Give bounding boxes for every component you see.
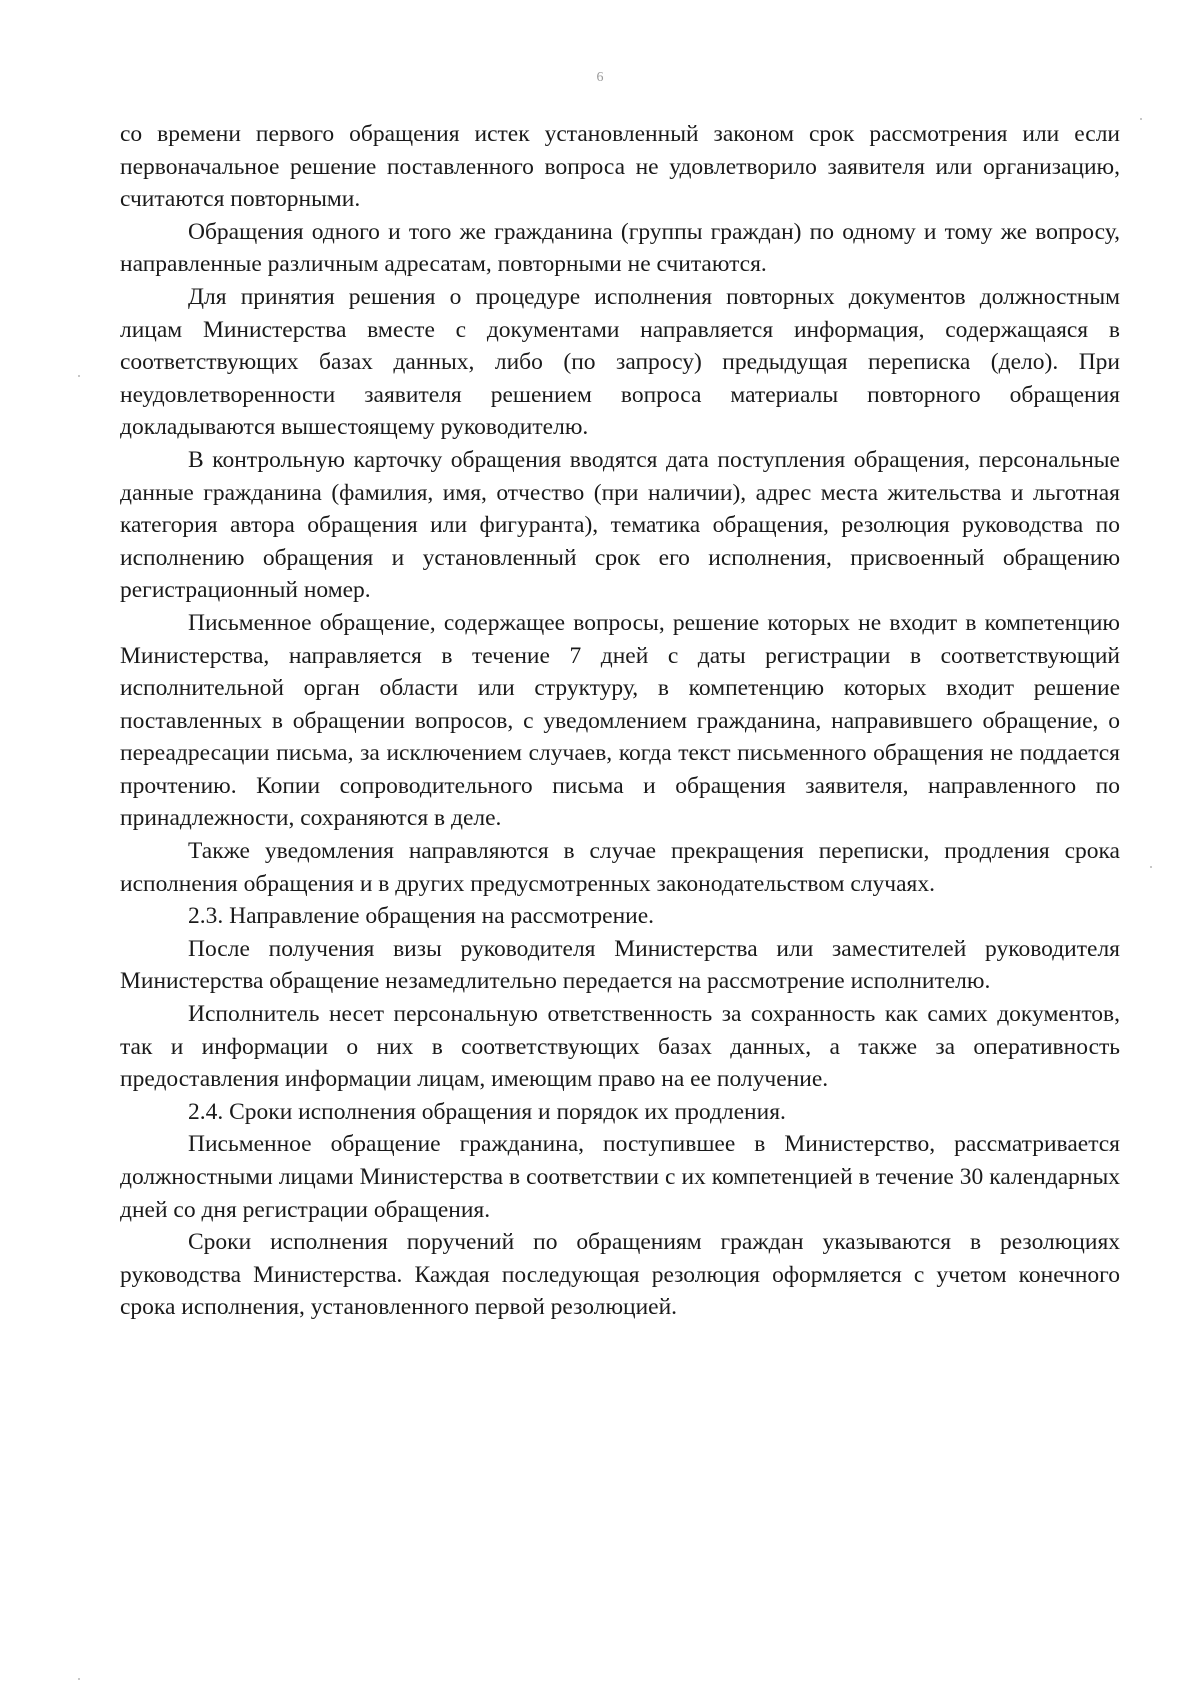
paragraph: Письменное обращение гражданина, поступившее в Министерство, рассматривается должностными лицами Министерства в соответствии с их компетенцией в течение 30 календарных дней со дня регистрации обращения. [120, 1131, 1120, 1223]
section-heading-2-4: 2.4. Сроки исполнения обращения и порядок их продления. [188, 1098, 786, 1125]
scan-speck [1150, 866, 1152, 868]
paragraph-continuation: со времени первого обращения истек установленный законом срок рассмотрения или если первоначальное решение поставленного вопроса не удовлетворило заявителя или организацию, считаются повторными. [120, 121, 1120, 213]
paragraph: Сроки исполнения поручений по обращениям граждан указываются в резолюциях руководства Министерства. Каждая последующая резолюция оформляется с учетом конечного срока исполнения, установленного первой резолюцией. [120, 1229, 1120, 1321]
paragraph: В контрольную карточку обращения вводятся дата поступления обращения, персональные данные гражданина (фамилия, имя, отчество (при наличии), адрес места жительства и льготная категория автора обращения или фигуранта), тематика обращения, резолюция руководства по исполнению обращения и установленный срок его исполнения, присвоенный обращению регистрационный номер. [120, 446, 1120, 604]
paragraph: Исполнитель несет персональную ответственность за сохранность как самих документов, так и информации о них в соответствующих базах данных, а также за оперативность предоставления информации лицам, имеющим право на ее получение. [120, 1001, 1120, 1093]
paragraph: Обращения одного и того же гражданина (группы граждан) по одному и тому же вопросу, направленные различным адресатам, повторными не считаются. [120, 218, 1120, 278]
scan-speck [78, 1678, 80, 1680]
scan-speck [1140, 118, 1142, 120]
scan-speck [78, 375, 80, 377]
document-body [120, 118, 1120, 1324]
paragraph: Для принятия решения о процедуре исполнения повторных документов должностным лицам Министерства вместе с документами направляется информация, содержащаяся в соответствующих базах данных, либо (по запросу) предыдущая переписка (дело). При неудовлетворенности заявителя решением вопроса материалы повторного обращения докладываются вышестоящему руководителю. [120, 283, 1120, 441]
paragraph: После получения визы руководителя Министерства или заместителей руководителя Министерства обращение незамедлительно передается на рассмотрение исполнителю. [120, 935, 1120, 995]
paragraph: Также уведомления направляются в случае прекращения переписки, продления срока исполнения обращения и в других предусмотренных законодательством случаях. [120, 838, 1120, 897]
section-heading-2-3: 2.3. Направление обращения на рассмотрение. [188, 903, 655, 930]
paragraph: Письменное обращение, содержащее вопросы, решение которых не входит в компетенцию Министерства, направляется в течение 7 дней с даты регистрации в соответствующий исполнительной орган области или структуру, в компетенцию которых входит решение поставленных в обращении вопросов, с уведомлением гражданина, направившего обращение, о переадресации письма, за исключением случаев, когда текст письменного обращения не поддается прочтению. Копии сопроводительного письма и обращения заявителя, направленного по принадлежности, сохраняются в деле. [120, 609, 1120, 832]
page-number: 6 [596, 70, 604, 85]
